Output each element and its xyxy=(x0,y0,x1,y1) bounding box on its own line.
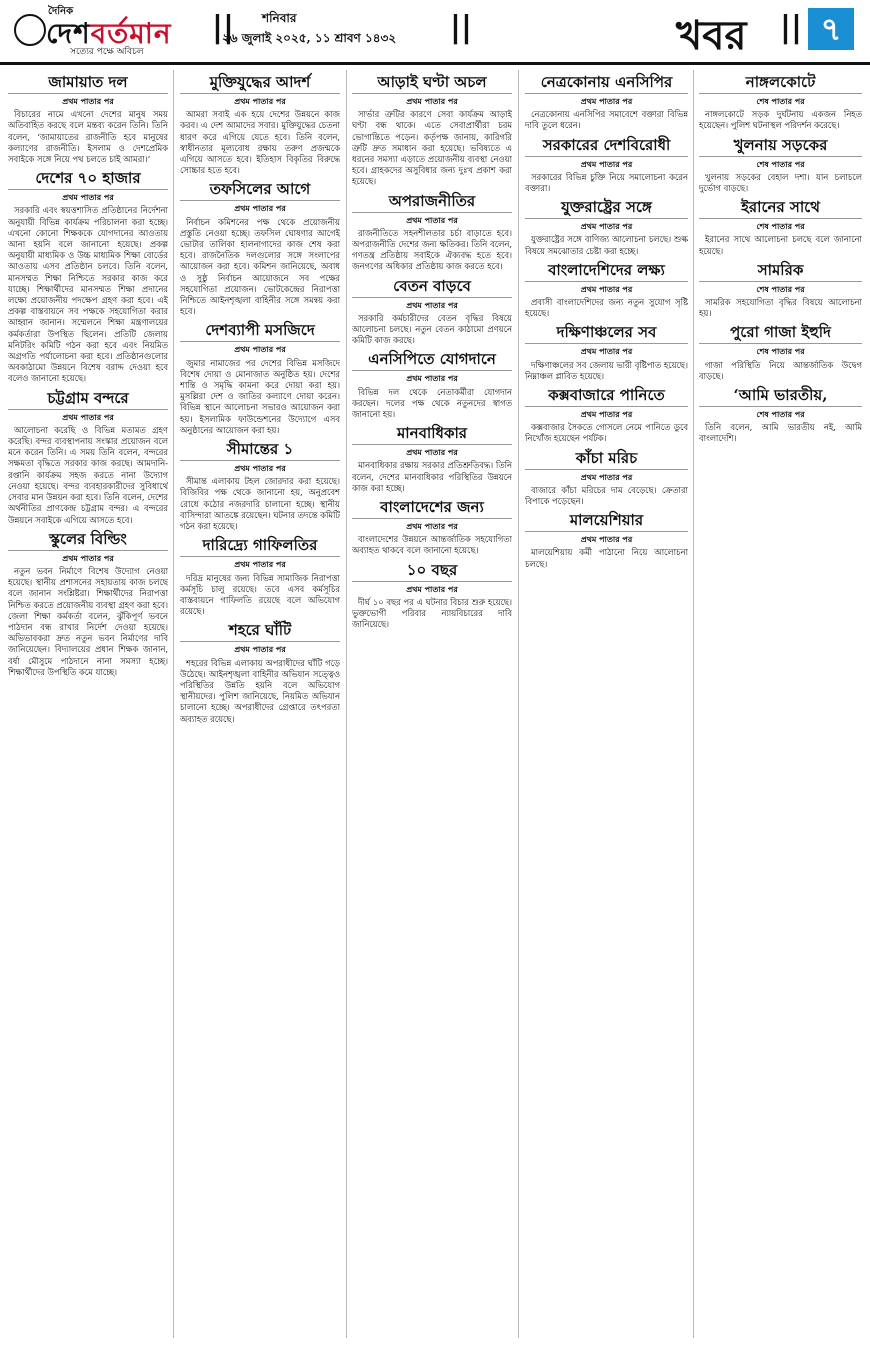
story-body: নির্বাচন কমিশনের পক্ষ থেকে প্রয়োজনীয় প্রস্তুতি নেওয়া হচ্ছে। তফসিল ঘোষণার আগেই ভোটার তালিকা হালনাগাদের কাজ শেষ করা হবে। রাজনৈতিক দলগুলোর সঙ্গে সংলাপের আয়োজন করা হবে। কমিশন জানিয়েছে, অবাধ ও সুষ্ঠু নির্বাচন আয়োজনে সব পক্ষের সহযোগিতা প্রয়োজন। ভোটকেন্দ্রের নিরাপত্তা নিশ্চিতে আইনশৃঙ্খলা বাহিনীর সঙ্গে সমন্বয় করা হবে। xyxy=(180,216,340,317)
story-body: ইরানের সাথে আলোচনা চলছে বলে জানানো হয়েছে। xyxy=(699,234,862,256)
column-divider xyxy=(518,70,519,1338)
story-headline: বাংলাদেশের জন্য xyxy=(352,498,512,519)
story-jukto xyxy=(525,198,688,257)
story-body: দীর্ঘ ১০ বছর পর এ ঘটনার বিচার শুরু হয়েছে। ভুক্তভোগী পরিবার ন্যায়বিচারের দাবি জানিয়েছে। xyxy=(352,596,512,630)
story-body: সরকারি এবং স্বয়ত্তশাসিত প্রতিষ্ঠানের নির্দেশনা অনুযায়ী বিভিন্ন কার্যক্রম পরিচালনা করা হচ্ছে। এখনো কোনো শিক্ষককে যোগদানের আওতায় আনা হয়নি বলে জানানো হয়েছে। প্রকল্প অনুযায়ী মাধ্যমিক ও উচ্চ মাধ্যমিক শিক্ষা বোর্ডের আওতায় এসব প্রতিষ্ঠান চলবে। তিনি বলেন, মানসম্মত শিক্ষা নিশ্চিতে সরকার কাজ করে যাচ্ছে। শিক্ষার্থীদের মানসম্মত শিক্ষা প্রদানের লক্ষ্যে প্রয়োজনীয় পদক্ষেপ গ্রহণ করা হবে। এই প্রকল্প বাস্তবায়নে সব পক্ষকে সহযোগিতা করার আহ্বান জানান। সম্মেলনে শিক্ষা মন্ত্রণালয়ের কর্মকর্তারা উপস্থিত ছিলেন। প্রতিটি জেলায় মনিটরিং কমিটি গঠন করা হবে এবং নিয়মিত অগ্রগতি পর্যালোচনা করা হবে। প্রতিষ্ঠানগুলোর অবকাঠামো উন্নয়নে বিশেষ বরাদ্দ দেওয়া হবে বলেও জানানো হয়েছে। xyxy=(8,205,168,384)
logo-top-label: দৈনিক xyxy=(48,6,74,17)
story-deshbirodhi xyxy=(525,136,688,195)
story-headline: ‘আমি ভারতীয়, xyxy=(699,386,862,407)
story-oporajonitir xyxy=(352,192,512,273)
story-headline: মুক্তিযুদ্ধের আদর্শ xyxy=(180,73,340,94)
story-body: জুমার নামাজের পর দেশের বিভিন্ন মসজিদে বিশেষ দোয়া ও মোনাজাত অনুষ্ঠিত হয়। দেশের শান্তি ও সমৃদ্ধি কামনা করে দোয়া করা হয়। মুসল্লিরা দেশ ও জাতির কল্যাণে দোয়া করেন। বিভিন্ন স্থানে আলোচনা সভারও আয়োজন করা হয়। ইসলামিক ফাউন্ডেশনের উদ্যোগে এসব অনুষ্ঠানের আয়োজন করা হয়। xyxy=(180,357,340,435)
story-body: কক্সবাজার সৈকতে গোসলে নেমে পানিতে ডুবে নিখোঁজ হয়েছেন পর্যটক। xyxy=(525,422,688,444)
column-divider xyxy=(346,70,347,1338)
continued-label: প্রথম পাতার পর xyxy=(62,411,114,422)
story-headline: বাংলাদেশিদের লক্ষ্য xyxy=(525,261,688,282)
story-headline: দক্ষিণাঞ্চলের সব xyxy=(525,323,688,344)
story-body: সামরিক সহযোগিতা বৃদ্ধির বিষয়ে আলোচনা হয়। xyxy=(699,297,862,319)
continued-label: শেষ পাতার পর xyxy=(756,221,805,232)
story-headline: ১০ বছর xyxy=(352,561,512,582)
story-headline: দেশব্যাপী মসজিদে xyxy=(180,321,340,342)
logo-name-red: বর্তমান xyxy=(90,17,172,50)
masthead-separator: || xyxy=(450,10,472,45)
story-body: সরকারি কর্মচারীদের বেতন বৃদ্ধির বিষয়ে আলোচনা চলছে। নতুন বেতন কাঠামো প্রণয়নে কমিটি কাজ করছে। xyxy=(352,312,512,346)
continued-label: প্রথম পাতার পর xyxy=(62,96,114,106)
story-body: তিনি বলেন, আমি ভারতীয় নই, আমি বাংলাদেশি। xyxy=(699,422,862,444)
story-samorik xyxy=(699,261,862,320)
continued-label: প্রথম পাতার পর xyxy=(234,344,286,355)
continued-label: প্রথম পাতার পর xyxy=(580,346,633,357)
story-netrokona xyxy=(525,73,688,132)
story-body: যুক্তরাষ্ট্রের সঙ্গে বাণিজ্য আলোচনা চলছে। শুল্ক বিষয়ে সমঝোতার চেষ্টা করা হচ্ছে। xyxy=(525,234,688,256)
section-title: খবর xyxy=(676,13,747,59)
masthead-separator: || xyxy=(212,10,234,45)
continued-label: প্রথম পাতার পর xyxy=(580,158,633,169)
newspaper-logo xyxy=(8,4,208,57)
continued-label: শেষ পাতার পর xyxy=(756,346,805,357)
story-body: মালয়েশিয়ায় কর্মী পাঠানো নিয়ে আলোচনা চলছে। xyxy=(525,547,688,569)
story-body: প্রবাসী বাংলাদেশিদের জন্য নতুন সুযোগ সৃষ্টি হয়েছে। xyxy=(525,297,688,319)
story-headline: জামায়াত দল xyxy=(8,73,168,94)
continued-label: প্রথম পাতার পর xyxy=(234,559,286,570)
story-bangali xyxy=(525,261,688,320)
masthead xyxy=(0,0,870,65)
story-manob xyxy=(352,424,512,494)
masthead-day: শনিবার xyxy=(262,11,297,25)
story-body: আমরা সবাই এক হয়ে দেশের উন্নয়নে কাজ করব। এ দেশ আমাদের সবার। মুক্তিযুদ্ধের চেতনা ধারণ করে এগিয়ে যেতে হবে। তিনি বলেন, স্বাধীনতার মূল্যবোধ রক্ষায় তরুণ প্রজন্মকে এগিয়ে আসতে হবে। ইতিহাস বিকৃতির বিরুদ্ধে সোচ্চার হতে হবে। xyxy=(180,109,340,176)
story-headline: অপরাজনীতির xyxy=(352,192,512,213)
column-4 xyxy=(525,70,688,1338)
story-headline: খুলনায় সড়কের xyxy=(699,136,862,157)
story-nangal xyxy=(699,73,862,132)
story-nsp xyxy=(352,350,512,420)
story-iran xyxy=(699,198,862,257)
story-body: নেত্রকোনায় এনসিপির সমাবেশে বক্তারা বিভিন্ন দাবি তুলে ধরেন। xyxy=(525,109,688,131)
story-bangladesh xyxy=(352,498,512,557)
continued-label: শেষ পাতার পর xyxy=(756,283,805,294)
continued-label: প্রথম পাতার পর xyxy=(406,583,458,594)
story-beton xyxy=(352,277,512,347)
story-darid xyxy=(180,536,340,617)
story-body: সরকারের বিভিন্ন চুক্তি নিয়ে সমালোচনা করেন বক্তারা। xyxy=(525,171,688,194)
logo-name-black: দেশ xyxy=(46,17,91,50)
story-mosque xyxy=(180,321,340,436)
story-headline: কক্সবাজারে পানিতে xyxy=(525,386,688,407)
column-5 xyxy=(699,70,862,1338)
story-dosh xyxy=(352,561,512,631)
story-headline: আড়াই ঘণ্টা অচল xyxy=(352,73,512,94)
story-school xyxy=(8,530,168,678)
continued-label: প্রথম পাতার পর xyxy=(580,534,633,545)
continued-label: প্রথম পাতার পর xyxy=(406,521,458,532)
story-headline: বেতন বাড়বে xyxy=(352,277,512,298)
story-body: বাজারে কাঁচা মরিচের দাম বেড়েছে। ক্রেতারা বিপাকে পড়েছেন। xyxy=(525,484,688,507)
story-tofsil xyxy=(180,180,340,317)
story-jamaat xyxy=(8,73,168,165)
masthead-date: ২৬ জুলাই ২০২৫, ১১ শ্রাবণ ১৪৩২ xyxy=(222,31,397,45)
masthead-separator: || xyxy=(780,10,802,45)
story-headline: ইরানের সাথে xyxy=(699,198,862,219)
story-body: দরিদ্র মানুষের জন্য বিভিন্ন সামাজিক নিরাপত্তা কর্মসূচি চালু রয়েছে। তবে এসব কর্মসূচির বাস্তবায়নে গাফিলতি রয়েছে বলে অভিযোগ রয়েছে। xyxy=(180,572,340,617)
story-headline: স্কুলের বিল্ডিং xyxy=(8,530,168,551)
story-body: মানবাধিকার রক্ষায় সরকার প্রতিশ্রুতিবদ্ধ। তিনি বলেন, দেশের মানবাধিকার পরিস্থিতির উন্নয়নে কাজ করা হচ্ছে। xyxy=(352,460,512,493)
story-body: আলোচনা করেছি ও বিভিন্ন মতামত গ্রহণ করেছি। বন্দর ব্যবস্থাপনায় সংস্কার প্রয়োজন বলে মনে করেন তিনি। এ সময় তিনি বলেন, বন্দরের সক্ষমতা বৃদ্ধিতে সরকার কাজ করছে। আমদানি-রপ্তানি কার্যক্রম সহজ করতে নানা উদ্যোগ নেওয়া হয়েছে। বন্দর ব্যবহারকারীদের সুবিধার্থে সেবার মান উন্নয়ন করা হবে। তিনি বলেন, দেশের অর্থনীতির প্রাণকেন্দ্র চট্টগ্রাম বন্দর। এ বন্দরের উন্নয়নে সবাইকে এগিয়ে আসতে হবে। xyxy=(8,424,168,525)
column-1 xyxy=(8,70,168,1338)
continued-label: শেষ পাতার পর xyxy=(756,158,805,169)
story-bharati xyxy=(699,386,862,445)
continued-label: প্রথম পাতার পর xyxy=(234,644,286,655)
story-ganja xyxy=(699,323,862,382)
story-headline: সীমান্তের ১ xyxy=(180,440,340,461)
story-body: দক্ষিণাঞ্চলের সব জেলায় ভারী বৃষ্টিপাত হয়েছে। নিম্নাঞ্চল প্লাবিত হয়েছে। xyxy=(525,359,688,381)
continued-label: প্রথম পাতার পর xyxy=(62,552,114,563)
story-body: বাংলাদেশের উন্নয়নে আন্তর্জাতিক সহযোগিতা অব্যাহত থাকবে বলে জানানো হয়েছে। xyxy=(352,534,512,556)
story-headline: সরকারের দেশবিরোধী xyxy=(525,136,688,157)
story-body: খুলনায় সড়কের বেহাল দশা। যান চলাচলে দুর্ভোগ বাড়ছে। xyxy=(699,171,862,194)
story-mukti xyxy=(180,73,340,176)
continued-label: শেষ পাতার পর xyxy=(756,96,805,106)
story-shohor xyxy=(180,621,340,724)
story-headline: চট্টগ্রাম বন্দরে xyxy=(8,389,168,410)
story-headline: নাঙ্গলকোটে xyxy=(699,73,862,94)
continued-label: প্রথম পাতার পর xyxy=(580,283,633,294)
story-body: গাজা পরিস্থিতি নিয়ে আন্তর্জাতিক উদ্বেগ বাড়ছে। xyxy=(699,359,862,381)
continued-label: প্রথম পাতার পর xyxy=(406,299,458,310)
continued-label: প্রথম পাতার পর xyxy=(406,373,458,384)
story-headline: সামরিক xyxy=(699,261,862,282)
column-divider xyxy=(693,70,694,1338)
story-body: সার্ভার ত্রুটির কারণে সেবা কার্যক্রম আড়াই ঘণ্টা বন্ধ থাকে। এতে সেবাপ্রার্থীরা চরম ভোগান্তিতে পড়েন। কর্তৃপক্ষ জানায়, কারিগরি ত্রুটি দ্রুত সমাধান করা হয়েছে। ভবিষ্যতে এ ধরনের সমস্যা এড়াতে প্রয়োজনীয় ব্যবস্থা নেওয়া হবে। গ্রাহকদের অসুবিধার জন্য দুঃখ প্রকাশ করা হয়েছে। xyxy=(352,109,512,187)
continued-label: প্রথম পাতার পর xyxy=(580,409,633,420)
story-chattogram xyxy=(8,389,168,526)
story-headline: যুক্তরাষ্ট্রের সঙ্গে xyxy=(525,198,688,219)
story-body: বিচারের নামে এখনো দেশের মানুষ সময় অতিবাহিত করছে বলে মন্তব্য করেন তিনি। তিনি বলেন, ‘জামায়াতের রাজনীতি হবে মানুষের কল্যাণের রাজনীতি। ইসলাম ও দেশপ্রেমিক সবাইকে সঙ্গে নিয়ে পথ চলতে চাই আমরা।’ xyxy=(8,109,168,165)
continued-label: প্রথম পাতার পর xyxy=(580,471,633,482)
logo-emblem-icon xyxy=(14,14,46,46)
story-headline: মালয়েশিয়ার xyxy=(525,511,688,532)
story-arahai xyxy=(352,73,512,188)
story-headline: এনসিপিতে যোগদানে xyxy=(352,350,512,371)
story-malaysia xyxy=(525,511,688,570)
logo-tagline: সত্যের পক্ষে অবিচল xyxy=(70,47,144,57)
story-khulna xyxy=(699,136,862,195)
continued-label: প্রথম পাতার পর xyxy=(406,447,458,458)
story-body: নতুন ভবন নির্মাণে বিশেষ উদ্যোগ নেওয়া হয়েছে। স্থানীয় প্রশাসনের সহায়তায় কাজ চলছে বলে জানান সংশ্লিষ্টরা। শিক্ষার্থীদের নিরাপত্তা নিশ্চিত করতে প্রয়োজনীয় ব্যবস্থা গ্রহণ করা হবে। জেলা শিক্ষা কর্মকর্তা বলেন, ঝুঁকিপূর্ণ ভবনে পাঠদান বন্ধ রাখার নির্দেশ দেওয়া হয়েছে। অভিভাবকরা দ্রুত নতুন ভবন নির্মাণের দাবি জানিয়েছেন। বিদ্যালয়ের প্রধান শিক্ষক জানান, বর্ষা মৌসুমে পাঠদানে নানা সমস্যা হচ্ছে। শিক্ষার্থীদের উপস্থিতি কমে যাচ্ছে। xyxy=(8,565,168,677)
continued-label: প্রথম পাতার পর xyxy=(234,463,286,474)
story-body: রাজনীতিতে সহনশীলতার চর্চা বাড়াতে হবে। অপরাজনীতি দেশের জন্য ক্ষতিকর। তিনি বলেন, গণতন্ত্র প্রতিষ্ঠায় সবাইকে ঐক্যবদ্ধ হতে হবে। জনগণের অধিকার প্রতিষ্ঠায় কাজ করতে হবে। xyxy=(352,227,512,272)
column-2 xyxy=(180,70,340,1338)
story-body: শহরের বিভিন্ন এলাকায় অপরাধীদের ঘাঁটি গড়ে উঠেছে। আইনশৃঙ্খলা বাহিনীর অভিযান সত্ত্বেও পরিস্থিতির উন্নতি হয়নি বলে অভিযোগ স্থানীয়দের। পুলিশ জানিয়েছে, নিয়মিত অভিযান চালানো হচ্ছে। অপরাধীদের গ্রেপ্তারে তৎপরতা অব্যাহত রয়েছে। xyxy=(180,657,340,724)
column-divider xyxy=(173,70,174,1338)
story-headline: পুরো গাজা ইহুদি xyxy=(699,323,862,344)
continued-label: প্রথম পাতার পর xyxy=(406,96,458,106)
continued-label: শেষ পাতার পর xyxy=(756,409,805,420)
story-headline: নেত্রকোনায় এনসিপির xyxy=(525,73,688,94)
story-simanto xyxy=(180,440,340,532)
story-70-thousand xyxy=(8,169,168,384)
story-dokkhin xyxy=(525,323,688,382)
story-headline: মানবাধিকার xyxy=(352,424,512,445)
continued-label: প্রথম পাতার পর xyxy=(62,192,114,203)
column-3 xyxy=(352,70,512,1338)
story-body: বিভিন্ন দল থেকে নেতাকর্মীরা যোগদান করছেন। দলের পক্ষ থেকে নতুনদের স্বাগত জানানো হয়। xyxy=(352,386,512,420)
story-kacha xyxy=(525,449,688,508)
story-body: সীমান্ত এলাকায় টহল জোরদার করা হয়েছে। বিজিবির পক্ষ থেকে জানানো হয়, অনুপ্রবেশ রোধে কঠোর নজরদারি চালানো হচ্ছে। স্থানীয় বাসিন্দারা আতঙ্কে রয়েছেন। ঘটনার তদন্তে কমিটি গঠন করা হয়েছে। xyxy=(180,476,340,532)
story-body: নাঙ্গলকোটে সড়ক দুর্ঘটনায় একজন নিহত হয়েছেন। পুলিশ ঘটনাস্থল পরিদর্শন করেছে। xyxy=(699,109,862,131)
continued-label: প্রথম পাতার পর xyxy=(406,214,458,225)
story-headline: তফসিলের আগে xyxy=(180,180,340,201)
continued-label: প্রথম পাতার পর xyxy=(234,96,286,106)
continued-label: প্রথম পাতার পর xyxy=(580,221,633,232)
story-headline: দারিদ্র্যে গাফিলতির xyxy=(180,536,340,557)
story-headline: কাঁচা মরিচ xyxy=(525,449,688,470)
story-headline: শহরে ঘাঁটি xyxy=(180,621,340,642)
continued-label: প্রথম পাতার পর xyxy=(580,96,633,106)
page-number: ৭ xyxy=(808,8,854,50)
continued-label: প্রথম পাতার পর xyxy=(234,203,286,214)
story-coxs xyxy=(525,386,688,445)
story-headline: দেশের ৭০ হাজার xyxy=(8,169,168,190)
